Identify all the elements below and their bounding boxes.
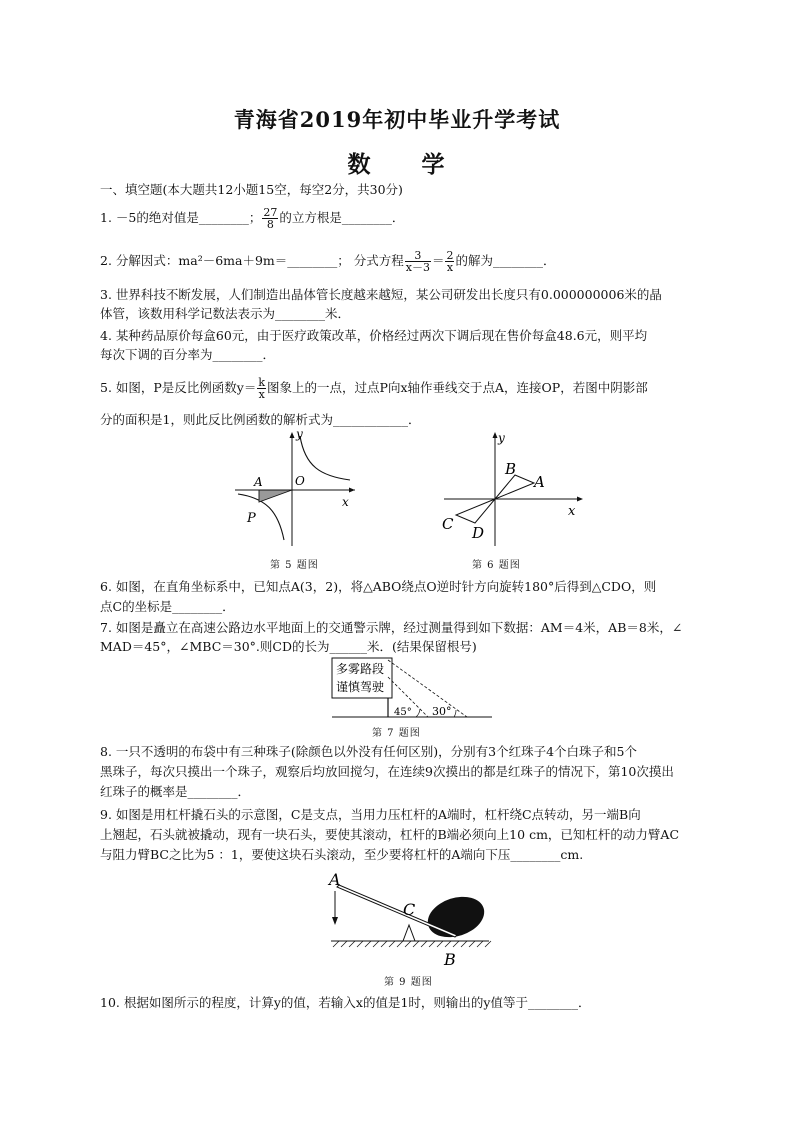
fig6-y-arrow <box>493 432 498 438</box>
figure-5 <box>230 428 360 553</box>
question-9-line-3: 与阻力臂BC之比为5 ：1，要使这块石头滚动，至少要将杠杆的A端向下压________cm. <box>100 847 584 862</box>
q2-eq: ＝ <box>431 253 445 268</box>
q2-f1-den: x－3 <box>405 261 430 274</box>
fig5-a-label: A <box>254 475 263 489</box>
fig6-x-arrow <box>577 497 583 502</box>
fig5-curve-q1 <box>300 436 350 480</box>
fig9-force-arrowhead <box>332 917 338 925</box>
exam-title: 青海省2019年初中毕业升学考试 <box>233 107 561 132</box>
figure-7 <box>330 655 495 722</box>
q1-frac-den: 8 <box>266 218 274 231</box>
subject-title: 数 学 <box>347 151 459 178</box>
q2-text-b: 的解为________． <box>455 253 556 268</box>
fig6-y-label: y <box>498 431 505 445</box>
question-8-line-2: 黑珠子，每次只摸出一个珠子，观察后均放回搅匀，在连续9次摸出的都是红珠子的情况下，第10次摸出 <box>100 764 674 779</box>
fig5-caption: 第 5 题图 <box>270 560 319 571</box>
fig7-arc-30 <box>454 710 456 717</box>
fig7-sign-line-2: 谨慎驾驶 <box>336 680 385 694</box>
fig5-y-arrow <box>290 432 295 438</box>
fig7-angle-30: 30° <box>432 705 452 718</box>
question-10: 10. 根据如图所示的程度，计算y的值，若输入x的值是1时，则输出的y值等于________． <box>100 995 591 1010</box>
q1-text-b: 的立方根是________． <box>279 210 405 225</box>
fig6-triangle-cdo <box>456 499 495 523</box>
fig9-a-label: A <box>329 870 341 889</box>
q2-f2-num: 2 <box>446 249 454 262</box>
question-4-line-1: 4. 某种药品原价每盒60元，由于医疗政策改革，价格经过两次下调后现在售价每盒48.6元，则平均 <box>100 328 648 343</box>
q2-f2-den: x <box>446 261 454 274</box>
question-5-line-2: 分的面积是1，则此反比例函数的解析式为____________． <box>100 412 421 427</box>
fig7-caption: 第 7 题图 <box>372 728 421 739</box>
fig9-ground-hatch <box>333 941 491 947</box>
fig6-d-label: D <box>472 524 485 542</box>
fig9-b-label: B <box>444 950 456 969</box>
fig7-sign-line-1: 多雾路段 <box>336 662 385 676</box>
fig6-c-label: C <box>442 515 454 533</box>
q5-text-a: 5. 如图，P是反比例函数y＝ <box>100 380 257 395</box>
question-3-line-1: 3. 世界科技不断发展，人们制造出晶体管长度越来越短，某公司研发出长度只有0.000000006米的晶 <box>100 287 662 302</box>
q1-fraction <box>262 207 278 230</box>
q2-text-a: 2. 分解因式：ma²－6ma＋9m＝________； 分式方程 <box>100 253 404 268</box>
fig5-p-label: P <box>247 511 256 526</box>
q2-fraction-2 <box>445 250 454 273</box>
question-7-line-1: 7. 如图是矗立在高速公路边水平地面上的交通警示牌，经过测量得到如下数据：AM＝4米，AB＝8米，∠ <box>100 620 683 635</box>
fig5-o-label: O <box>295 474 305 488</box>
fig6-a-label: A <box>534 473 545 491</box>
fig6-x-label: x <box>568 504 576 519</box>
question-7-line-2: MAD＝45°，∠MBC＝30°.则CD的长为______米．(结果保留根号) <box>100 639 477 654</box>
fig6-b-label: B <box>505 460 517 478</box>
question-3-line-2: 体管，该数用科学记数法表示为________米． <box>100 306 351 321</box>
q2-f1-num: 3 <box>405 250 431 262</box>
fig9-c-label: C <box>403 900 416 919</box>
fig5-x-label: x <box>342 495 349 509</box>
fig9-fulcrum <box>403 925 415 941</box>
fig6-triangle-abo <box>495 475 534 499</box>
q5-frac-num: k <box>258 376 266 389</box>
question-4-line-2: 每次下调的百分率为________． <box>100 347 276 362</box>
fig5-shaded-triangle <box>259 490 292 502</box>
question-5-line-1 <box>100 377 700 400</box>
question-2 <box>100 250 700 273</box>
q5-fraction <box>257 377 266 400</box>
q5-text-b: 图象上的一点，过点P向x轴作垂线交于点A，连接OP，若图中阴影部 <box>267 380 648 395</box>
fig6-caption: 第 6 题图 <box>472 560 521 571</box>
figure-9 <box>325 865 495 970</box>
figure-6 <box>438 428 586 553</box>
fig5-y-label: y <box>296 428 303 441</box>
fig9-caption: 第 9 题图 <box>384 977 433 988</box>
section-heading: 一、填空题(本大题共12小题15空，每空2分，共30分) <box>100 182 403 197</box>
question-6-line-1: 6. 如图，在直角坐标系中，已知点A(3，2)，将△ABO绕点O逆时针方向旋转180°后得到△CDO，则 <box>100 579 657 594</box>
question-8-line-1: 8. 一只不透明的布袋中有三种珠子(除颜色以外没有任何区别)，分别有3个红珠子4个白珠子和5个 <box>100 744 638 759</box>
q1-text-a: 1. －5的绝对值是________； <box>100 210 262 225</box>
question-9-line-1: 9. 如图是用杠杆撬石头的示意图，C是支点，当用力压杠杆的A端时，杠杆绕C点转动，另一端B向 <box>100 807 641 822</box>
fig7-arc-45 <box>416 709 420 717</box>
question-8-line-3: 红珠子的概率是________． <box>100 784 251 799</box>
question-9-line-2: 上翘起，石头就被撬动，现有一块石头，要使其滚动，杠杆的B端必须向上10 cm，已知杠杆的动力臂AC <box>100 827 680 842</box>
question-1 <box>100 207 700 230</box>
q5-frac-den: x <box>258 388 265 401</box>
fig5-x-arrow <box>349 488 355 493</box>
q2-fraction-1 <box>405 250 431 273</box>
q1-frac-num: 27 <box>263 206 278 219</box>
question-6-line-2: 点C的坐标是________． <box>100 599 235 614</box>
fig7-angle-45: 45° <box>394 707 412 718</box>
